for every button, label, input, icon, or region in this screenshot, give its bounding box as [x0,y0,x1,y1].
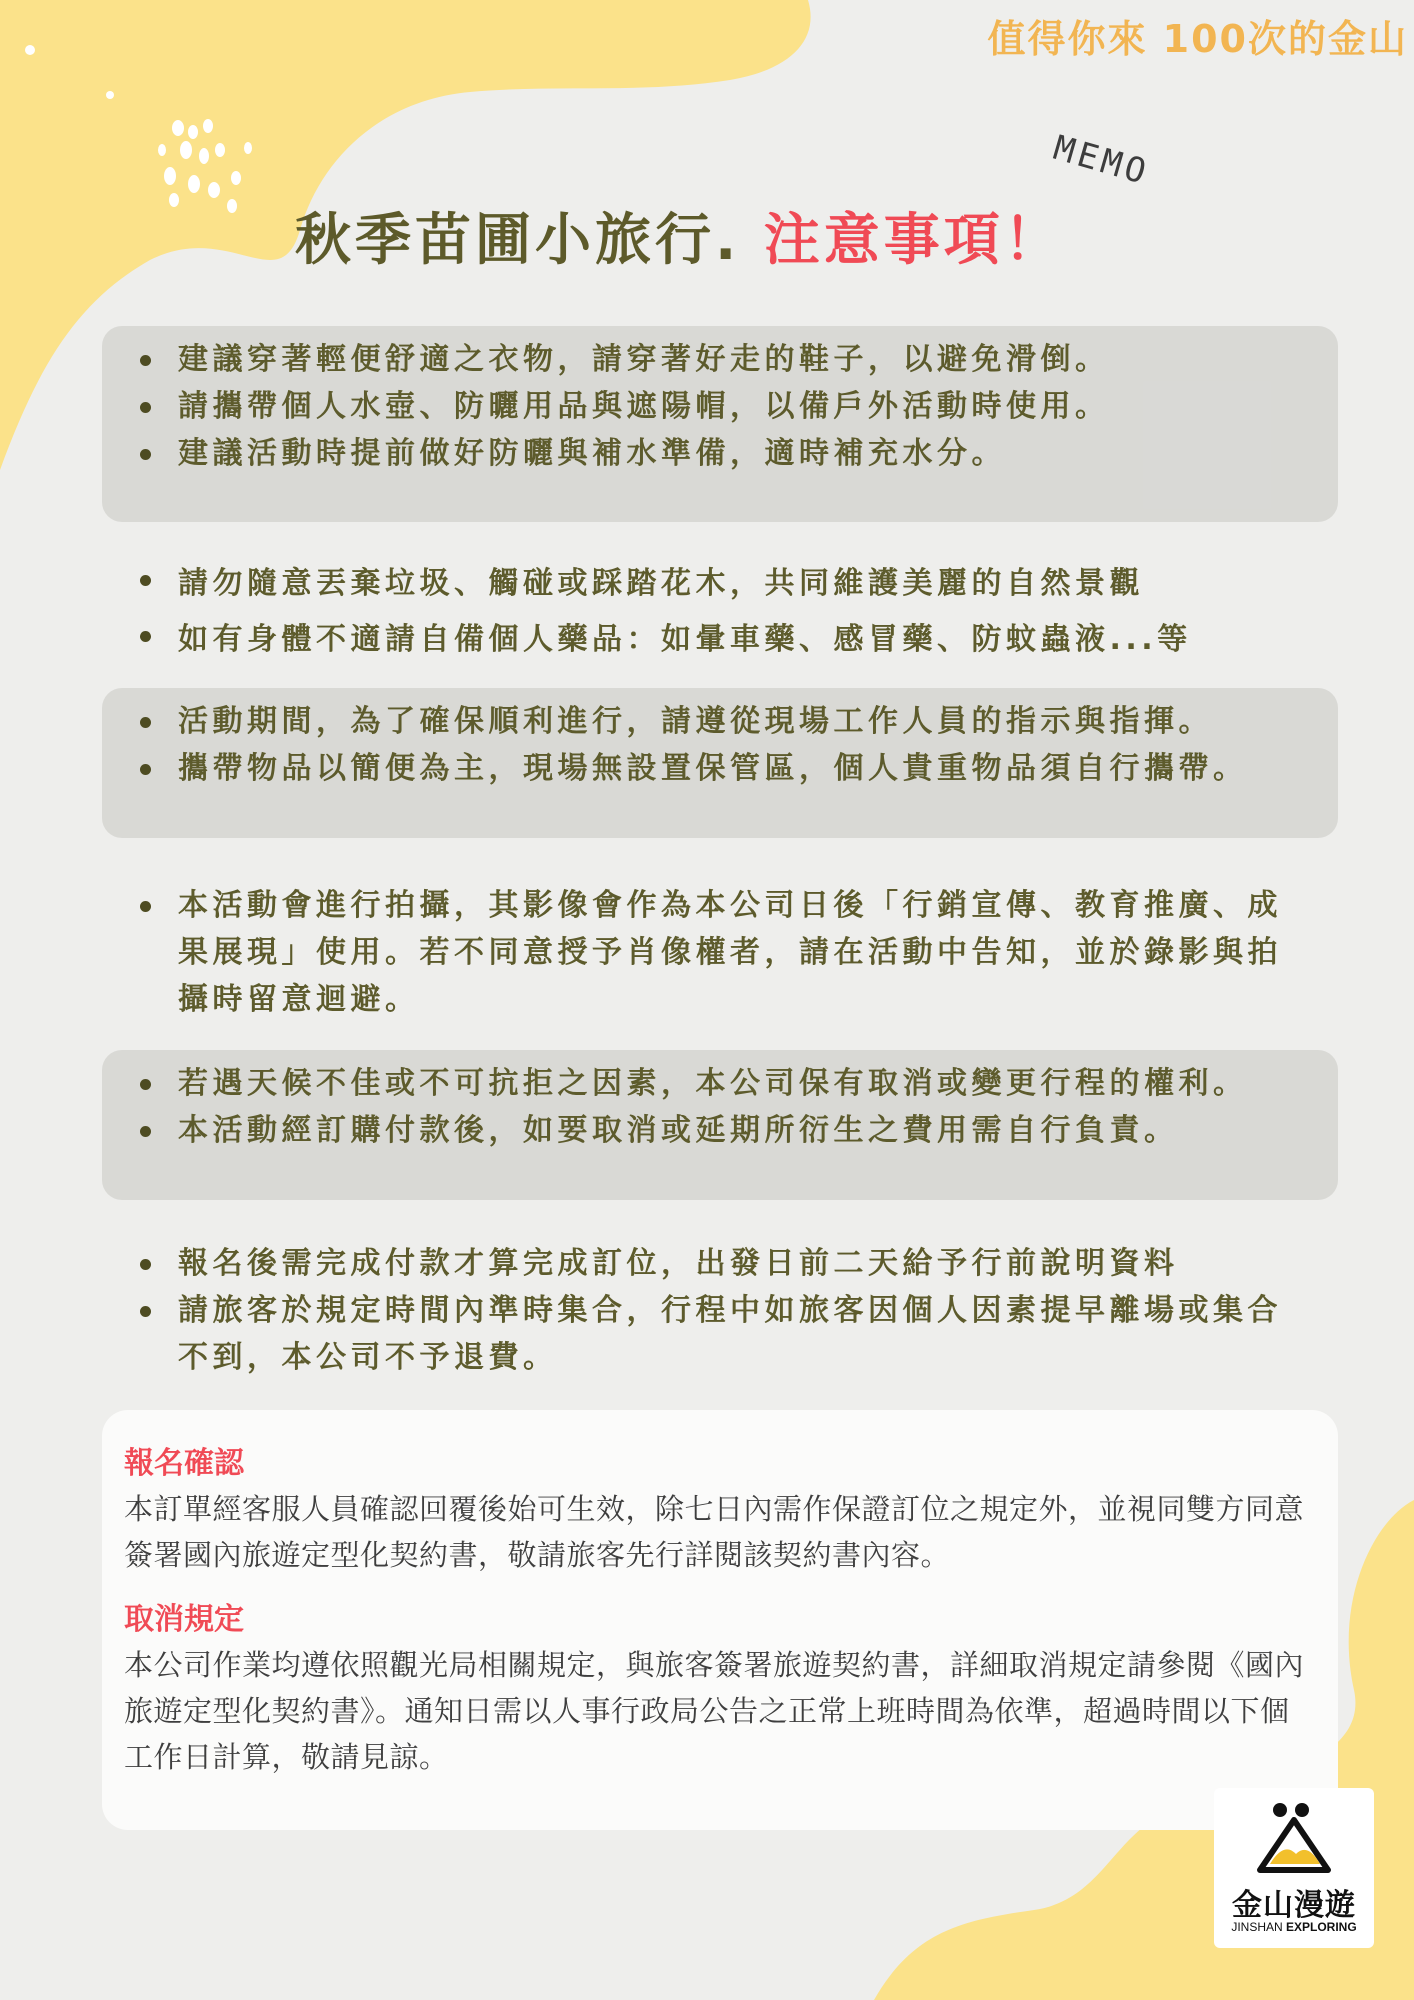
logo-name: 金山漫遊 [1232,1888,1356,1923]
list-item: 報名後需完成付款才算完成訂位，出發日前二天給予行前說明資料 [138,1240,1298,1287]
page-title [295,196,1064,276]
list-item: 本活動經訂購付款後，如要取消或延期所衍生之費用需自行負責。 [138,1107,1298,1154]
list-item: 活動期間，為了確保順利進行，請遵從現場工作人員的指示與指揮。 [138,698,1298,745]
list-item: 若遇天候不佳或不可抗拒之因素，本公司保有取消或變更行程的權利。 [138,1060,1298,1107]
cancel-text: 本公司作業均遵依照觀光局相關規定，與旅客簽署旅遊契約書，詳細取消規定請參閱《國內旅遊定型化契約書》。通知日需以人事行政局公告之正常上班時間為依準，超過時間以下個工作日計算，敬請見諒。 [124,1648,1305,1774]
logo-sub-1: JINSHAN [1231,1920,1283,1934]
list-item: 請攜帶個人水壺、防曬用品與遮陽帽，以備戶外活動時使用。 [138,383,1298,430]
confirm-heading: 報名確認 [124,1446,244,1481]
list-item: 如有身體不適請自備個人藥品：如暈車藥、感冒藥、防蚊蟲液...等 [138,612,1298,668]
notes-group-1 [102,326,1338,522]
title-accent: 注意事項！ [763,208,1064,273]
notes-group-6 [102,1230,1338,1380]
list-item: 攜帶物品以簡便為主，現場無設置保管區，個人貴重物品須自行攜帶。 [138,745,1298,792]
list-item: 請旅客於規定時間內準時集合，行程中如旅客因個人因素提早離場或集合不到，本公司不予退費。 [138,1287,1298,1381]
title-main: 秋季苗圃小旅行. [295,208,741,273]
logo-subtitle [1214,1920,1374,1934]
list-item: 建議活動時提前做好防曬與補水準備，適時補充水分。 [138,430,1298,477]
list-item: 建議穿著輕便舒適之衣物，請穿著好走的鞋子，以避免滑倒。 [138,336,1298,383]
list-item: 本活動會進行拍攝，其影像會作為本公司日後「行銷宣傳、教育推廣、成果展現」使用。若不同意授予肖像權者，請在活動中告知，並於錄影與拍攝時留意迴避。 [138,882,1298,1023]
terms-panel [102,1410,1338,1830]
mountain-people-icon [1254,1796,1334,1876]
brand-logo [1214,1788,1374,1948]
notes-group-4 [102,872,1338,1022]
confirm-text: 本訂單經客服人員確認回覆後始可生效，除七日內需作保證訂位之規定外，並視同雙方同意簽署國內旅遊定型化契約書，敬請旅客先行詳閱該契約書內容。 [124,1492,1305,1572]
notes-group-5 [102,1050,1338,1200]
notes-group-3 [102,688,1338,838]
memo-label: MEMO [1048,128,1155,194]
notes-group-2 [102,546,1338,660]
tagline: 值得你來 100次的金山 [987,17,1408,61]
list-item: 請勿隨意丟棄垃圾、觸碰或踩踏花木，共同維護美麗的自然景觀 [138,556,1298,612]
logo-sub-2: EXPLORING [1286,1920,1357,1934]
cancel-heading: 取消規定 [124,1602,244,1637]
